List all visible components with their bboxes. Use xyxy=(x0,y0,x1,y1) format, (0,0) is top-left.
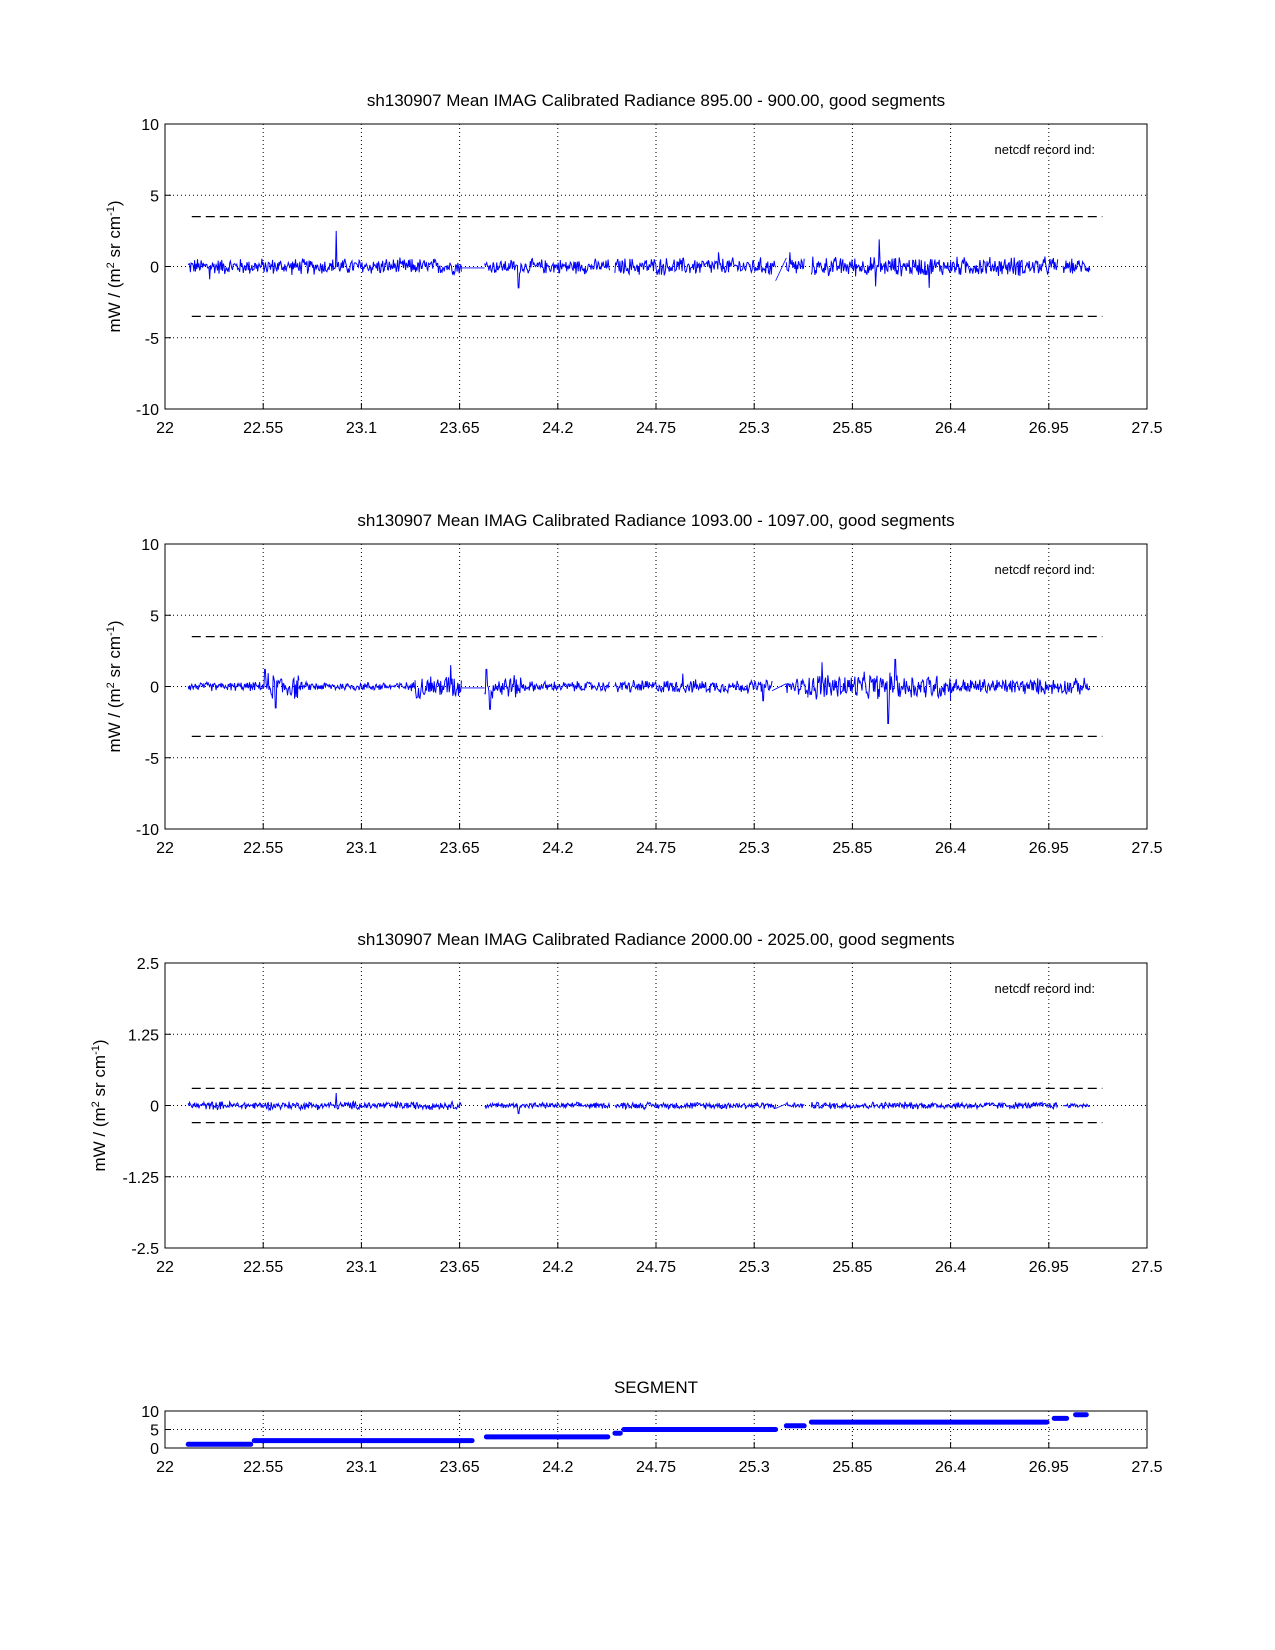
y-label-text: ) xyxy=(90,1039,109,1046)
y-label-superscript: -1 xyxy=(90,1045,102,1055)
y-label-superscript: -1 xyxy=(105,206,117,216)
y-tick-label: 10 xyxy=(141,117,159,134)
x-tick-label: 23.65 xyxy=(439,840,480,857)
y-axis-label xyxy=(90,1039,109,1171)
radiance-segment xyxy=(188,1093,461,1110)
record-index-annotation: netcdf record ind: xyxy=(994,562,1095,577)
radiance-segment xyxy=(786,252,804,273)
x-tick-label: 27.5 xyxy=(1131,420,1163,437)
y-tick-label: 0 xyxy=(150,679,159,697)
x-tick-label: 25.85 xyxy=(832,1259,873,1276)
chart-4 xyxy=(141,1378,1162,1476)
y-tick-label: -5 xyxy=(144,330,159,348)
y-label-text: mW / (m xyxy=(105,688,124,753)
y-tick-label: 0 xyxy=(150,1098,159,1116)
segment-connector xyxy=(776,1104,787,1109)
chart-title: sh130907 Mean IMAG Calibrated Radiance 1093.00 - 1097.00, good segments xyxy=(357,511,955,530)
radiance-segment xyxy=(188,682,263,691)
y-label-superscript: 2 xyxy=(90,1101,102,1108)
chart-title: SEGMENT xyxy=(613,1378,699,1397)
y-tick-label: 5 xyxy=(150,608,159,626)
y-tick-label: -1.25 xyxy=(122,1169,159,1187)
y-tick-label: -10 xyxy=(135,402,159,419)
x-tick-label: 24.2 xyxy=(542,840,574,857)
radiance-segment xyxy=(811,239,1057,288)
y-label-text: sr cm xyxy=(90,1054,109,1102)
y-label-text: mW / (m xyxy=(90,1107,109,1172)
x-tick-label: 23.65 xyxy=(439,1459,480,1476)
x-tick-label: 22 xyxy=(156,1459,174,1476)
x-tick-label: 27.5 xyxy=(1131,840,1163,857)
y-label-text: sr cm xyxy=(105,635,124,683)
x-tick-label: 24.75 xyxy=(635,840,677,857)
x-tick-label: 22 xyxy=(156,840,174,857)
y-label-superscript: 2 xyxy=(105,262,117,269)
x-tick-label: 25.85 xyxy=(832,420,873,437)
x-tick-label: 25.3 xyxy=(738,840,770,857)
radiance-segment xyxy=(485,1102,610,1113)
radiance-segment xyxy=(811,1102,1057,1109)
y-tick-label: -2.5 xyxy=(131,1241,159,1258)
x-tick-label: 24.75 xyxy=(635,420,677,437)
x-tick-label: 24.2 xyxy=(542,1459,574,1476)
x-tick-label: 26.4 xyxy=(935,420,967,437)
y-label-text: sr cm xyxy=(105,215,124,263)
y-label-text: ) xyxy=(105,200,124,207)
y-tick-label: 0 xyxy=(150,1441,159,1458)
x-tick-label: 22 xyxy=(156,1259,174,1276)
y-tick-label: 10 xyxy=(141,537,159,554)
chart-2 xyxy=(105,511,1163,857)
x-tick-label: 25.3 xyxy=(738,420,770,437)
x-tick-label: 22.55 xyxy=(243,1459,284,1476)
x-tick-label: 23.1 xyxy=(345,1259,377,1276)
x-tick-label: 23.65 xyxy=(439,420,480,437)
x-tick-label: 23.1 xyxy=(345,420,377,437)
x-tick-label: 26.4 xyxy=(935,1459,967,1476)
x-tick-label: 22.55 xyxy=(243,1259,284,1276)
y-tick-label: 1.25 xyxy=(127,1027,159,1045)
y-tick-label: 10 xyxy=(141,1404,159,1421)
x-tick-label: 24.2 xyxy=(542,420,574,437)
segment-connector xyxy=(772,684,786,691)
chart-title: sh130907 Mean IMAG Calibrated Radiance 2000.00 - 2025.00, good segments xyxy=(357,930,955,949)
x-tick-label: 26.4 xyxy=(935,1259,967,1276)
y-label-superscript: 2 xyxy=(105,682,117,689)
radiance-segment xyxy=(485,669,522,709)
y-label-text: mW / (m xyxy=(105,268,124,333)
x-tick-label: 24.2 xyxy=(542,1259,574,1276)
x-tick-label: 27.5 xyxy=(1131,1259,1163,1276)
radiance-segment xyxy=(188,231,461,279)
chart-title: sh130907 Mean IMAG Calibrated Radiance 895.00 - 900.00, good segments xyxy=(366,91,946,110)
x-tick-label: 24.75 xyxy=(635,1259,677,1276)
record-index-annotation: netcdf record ind: xyxy=(994,142,1095,157)
x-tick-label: 26.4 xyxy=(935,840,967,857)
x-tick-label: 23.1 xyxy=(345,840,377,857)
x-tick-label: 23.1 xyxy=(345,1459,377,1476)
chart-1 xyxy=(105,91,1163,437)
x-tick-label: 24.75 xyxy=(635,1459,677,1476)
radiance-segment xyxy=(615,1102,776,1109)
y-tick-label: 5 xyxy=(150,188,159,206)
x-tick-label: 25.85 xyxy=(832,1459,873,1476)
x-tick-label: 22.55 xyxy=(243,420,284,437)
y-tick-label: -5 xyxy=(144,750,159,768)
x-tick-label: 25.3 xyxy=(738,1459,770,1476)
radiance-segment xyxy=(808,659,951,723)
x-tick-label: 22.55 xyxy=(243,840,284,857)
x-tick-label: 27.5 xyxy=(1131,1459,1163,1476)
y-tick-label: 5 xyxy=(150,1422,159,1440)
y-tick-label: 2.5 xyxy=(136,956,159,973)
x-tick-label: 26.95 xyxy=(1028,1259,1069,1276)
y-label-superscript: -1 xyxy=(105,626,117,636)
radiance-segment xyxy=(485,259,610,288)
y-axis-label xyxy=(105,200,124,332)
radiance-segment xyxy=(263,669,299,708)
x-tick-label: 26.95 xyxy=(1028,840,1069,857)
x-tick-label: 25.3 xyxy=(738,1259,770,1276)
radiance-segment xyxy=(786,1103,804,1108)
y-axis-label xyxy=(105,620,124,752)
radiance-segment xyxy=(415,665,461,698)
record-index-annotation: netcdf record ind: xyxy=(994,981,1095,996)
x-tick-label: 26.95 xyxy=(1028,420,1069,437)
x-tick-label: 25.85 xyxy=(832,840,873,857)
radiance-segment xyxy=(615,674,772,701)
x-tick-label: 22 xyxy=(156,420,174,437)
radiance-segment xyxy=(615,252,776,275)
y-label-text: ) xyxy=(105,620,124,627)
segment-connector xyxy=(776,258,787,281)
y-tick-label: 0 xyxy=(150,259,159,277)
chart-3 xyxy=(90,930,1163,1276)
y-tick-label: -10 xyxy=(135,822,159,839)
x-tick-label: 26.95 xyxy=(1028,1459,1069,1476)
x-tick-label: 23.65 xyxy=(439,1259,480,1276)
